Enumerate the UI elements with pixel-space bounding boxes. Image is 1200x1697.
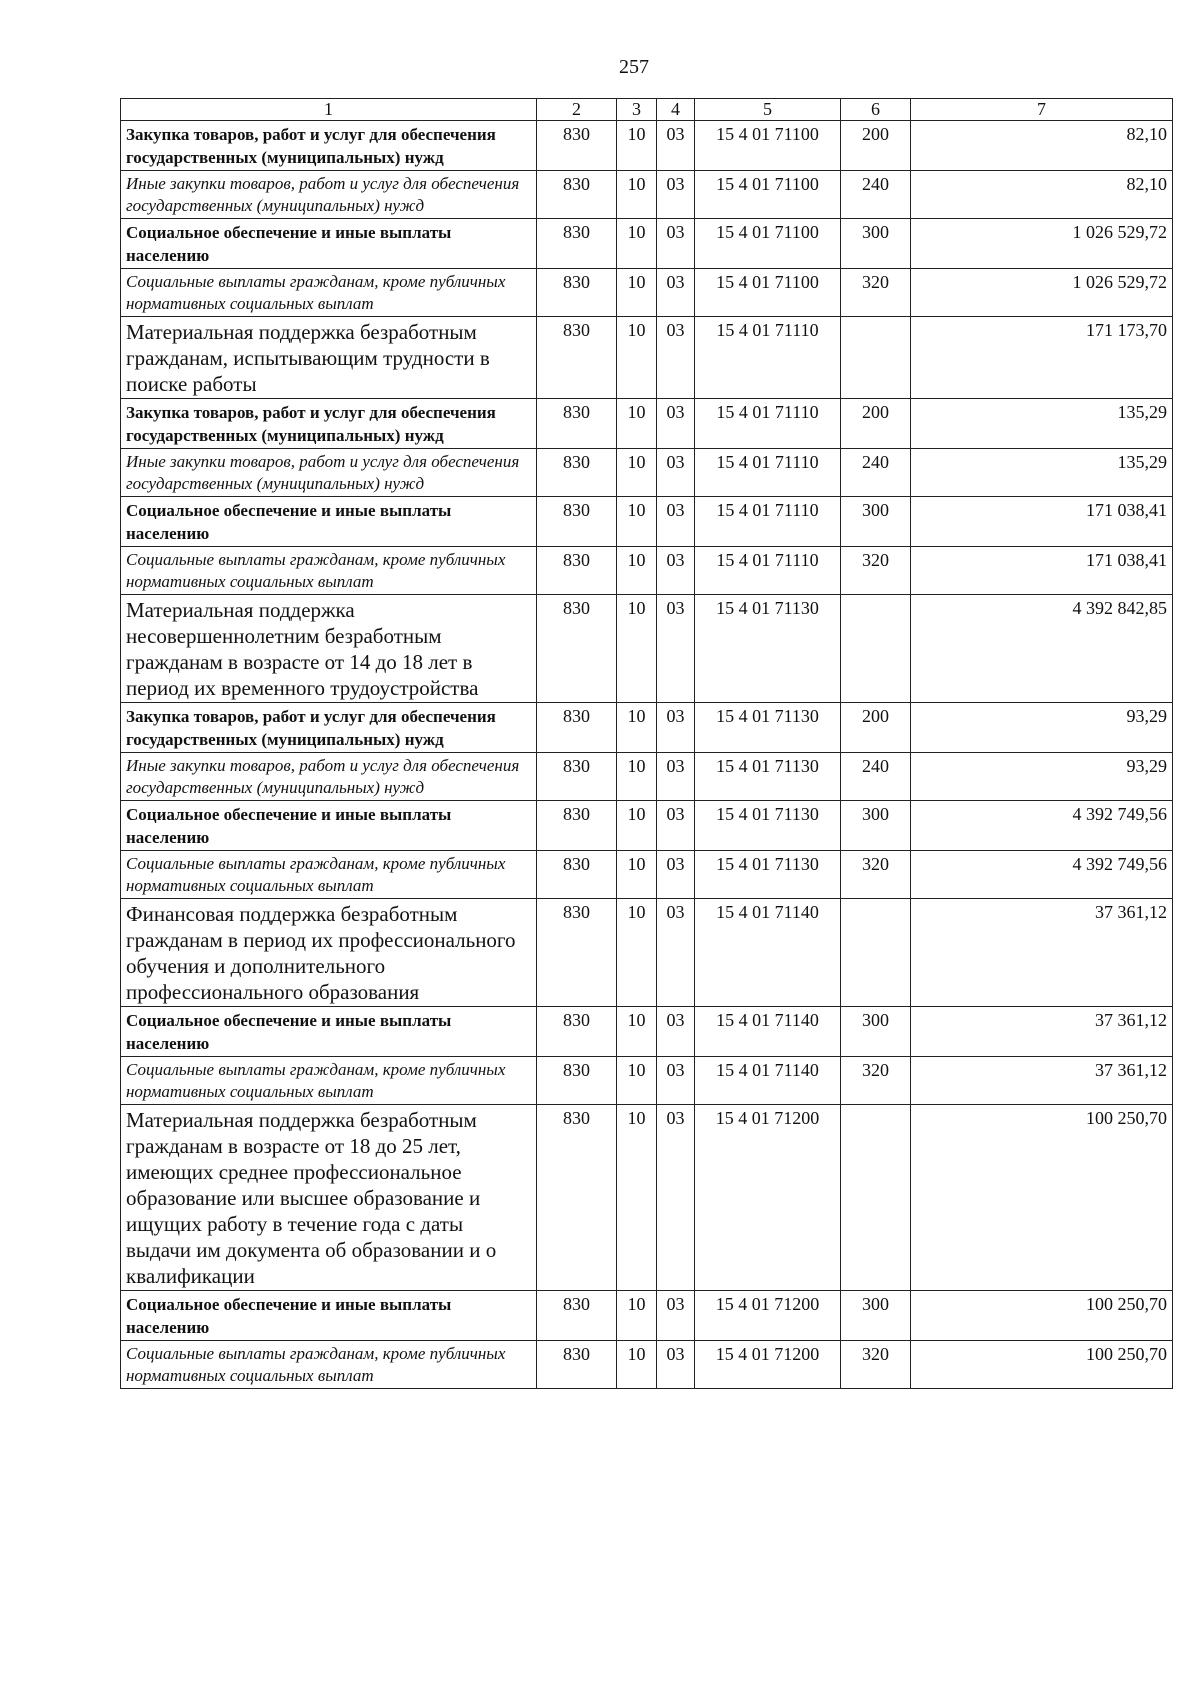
admin-code-cell: 830 <box>537 121 617 171</box>
target-article-cell: 15 4 01 71200 <box>695 1105 841 1291</box>
table-row <box>121 1291 1173 1341</box>
subsection-cell: 03 <box>657 121 695 171</box>
subsection-cell: 03 <box>657 1057 695 1105</box>
table-row <box>121 219 1173 269</box>
amount-cell: 135,29 <box>911 399 1173 449</box>
budget-table <box>120 98 1173 1389</box>
row-name-cell: Закупка товаров, работ и услуг для обеспечения государственных (муниципальных) нужд <box>121 121 537 171</box>
section-cell: 10 <box>617 753 657 801</box>
target-article-cell: 15 4 01 71110 <box>695 399 841 449</box>
row-name-cell: Социальные выплаты гражданам, кроме публичных нормативных социальных выплат <box>121 1341 537 1389</box>
section-cell: 10 <box>617 851 657 899</box>
expense-type-cell: 300 <box>841 801 911 851</box>
admin-code-cell: 830 <box>537 317 617 399</box>
admin-code-cell: 830 <box>537 219 617 269</box>
target-article-cell: 15 4 01 71130 <box>695 595 841 703</box>
amount-cell: 100 250,70 <box>911 1291 1173 1341</box>
row-name-cell: Иные закупки товаров, работ и услуг для обеспечения государственных (муниципальных) нужд <box>121 171 537 219</box>
target-article-cell: 15 4 01 71110 <box>695 317 841 399</box>
target-article-cell: 15 4 01 71100 <box>695 171 841 219</box>
row-name-cell: Иные закупки товаров, работ и услуг для обеспечения государственных (муниципальных) нужд <box>121 753 537 801</box>
section-cell: 10 <box>617 1057 657 1105</box>
expense-type-cell: 320 <box>841 269 911 317</box>
expense-type-cell: 300 <box>841 219 911 269</box>
section-cell: 10 <box>617 1341 657 1389</box>
row-name-cell: Социальное обеспечение и иные выплаты населению <box>121 1291 537 1341</box>
admin-code-cell: 830 <box>537 1105 617 1291</box>
subsection-cell: 03 <box>657 219 695 269</box>
expense-type-cell: 300 <box>841 1007 911 1057</box>
subsection-cell: 03 <box>657 801 695 851</box>
column-header: 6 <box>841 99 911 121</box>
expense-type-cell <box>841 595 911 703</box>
row-name-cell: Социальное обеспечение и иные выплаты населению <box>121 497 537 547</box>
section-cell: 10 <box>617 219 657 269</box>
section-cell: 10 <box>617 269 657 317</box>
column-header: 7 <box>911 99 1173 121</box>
section-cell: 10 <box>617 497 657 547</box>
target-article-cell: 15 4 01 71130 <box>695 801 841 851</box>
amount-cell: 93,29 <box>911 703 1173 753</box>
section-cell: 10 <box>617 171 657 219</box>
target-article-cell: 15 4 01 71200 <box>695 1291 841 1341</box>
subsection-cell: 03 <box>657 753 695 801</box>
target-article-cell: 15 4 01 71130 <box>695 703 841 753</box>
amount-cell: 82,10 <box>911 121 1173 171</box>
expense-type-cell: 320 <box>841 1057 911 1105</box>
section-cell: 10 <box>617 317 657 399</box>
page-number: 257 <box>619 56 649 78</box>
table-row <box>121 171 1173 219</box>
expense-type-cell: 240 <box>841 449 911 497</box>
column-header: 2 <box>537 99 617 121</box>
table-row <box>121 121 1173 171</box>
subsection-cell: 03 <box>657 497 695 547</box>
target-article-cell: 15 4 01 71100 <box>695 219 841 269</box>
admin-code-cell: 830 <box>537 753 617 801</box>
admin-code-cell: 830 <box>537 497 617 547</box>
amount-cell: 171 038,41 <box>911 547 1173 595</box>
expense-type-cell: 320 <box>841 851 911 899</box>
amount-cell: 100 250,70 <box>911 1341 1173 1389</box>
row-name-cell: Материальная поддержка безработным гражданам в возрасте от 18 до 25 лет, имеющих среднее профессиональное образование или высшее образование и ищущих работу в течение года с даты выдачи им документа об образовании и о квалификации <box>121 1105 537 1291</box>
table-row <box>121 703 1173 753</box>
subsection-cell: 03 <box>657 1291 695 1341</box>
column-header: 1 <box>121 99 537 121</box>
expense-type-cell: 200 <box>841 703 911 753</box>
section-cell: 10 <box>617 899 657 1007</box>
expense-type-cell: 300 <box>841 497 911 547</box>
amount-cell: 100 250,70 <box>911 1105 1173 1291</box>
subsection-cell: 03 <box>657 171 695 219</box>
subsection-cell: 03 <box>657 449 695 497</box>
admin-code-cell: 830 <box>537 171 617 219</box>
row-name-cell: Социальное обеспечение и иные выплаты населению <box>121 1007 537 1057</box>
row-name-cell: Иные закупки товаров, работ и услуг для обеспечения государственных (муниципальных) нужд <box>121 449 537 497</box>
table-row <box>121 851 1173 899</box>
expense-type-cell: 240 <box>841 753 911 801</box>
table-row <box>121 1341 1173 1389</box>
amount-cell: 4 392 749,56 <box>911 851 1173 899</box>
admin-code-cell: 830 <box>537 899 617 1007</box>
admin-code-cell: 830 <box>537 595 617 703</box>
expense-type-cell: 300 <box>841 1291 911 1341</box>
target-article-cell: 15 4 01 71140 <box>695 1057 841 1105</box>
admin-code-cell: 830 <box>537 269 617 317</box>
target-article-cell: 15 4 01 71130 <box>695 753 841 801</box>
column-header: 3 <box>617 99 657 121</box>
target-article-cell: 15 4 01 71200 <box>695 1341 841 1389</box>
admin-code-cell: 830 <box>537 1291 617 1341</box>
subsection-cell: 03 <box>657 399 695 449</box>
target-article-cell: 15 4 01 71110 <box>695 497 841 547</box>
amount-cell: 1 026 529,72 <box>911 269 1173 317</box>
amount-cell: 37 361,12 <box>911 1057 1173 1105</box>
admin-code-cell: 830 <box>537 703 617 753</box>
target-article-cell: 15 4 01 71100 <box>695 269 841 317</box>
target-article-cell: 15 4 01 71110 <box>695 449 841 497</box>
row-name-cell: Финансовая поддержка безработным гражданам в период их профессионального обучения и дополнительного профессионального образования <box>121 899 537 1007</box>
table-row <box>121 595 1173 703</box>
row-name-cell: Закупка товаров, работ и услуг для обеспечения государственных (муниципальных) нужд <box>121 703 537 753</box>
expense-type-cell <box>841 317 911 399</box>
expense-type-cell <box>841 899 911 1007</box>
admin-code-cell: 830 <box>537 449 617 497</box>
table-row <box>121 449 1173 497</box>
admin-code-cell: 830 <box>537 1007 617 1057</box>
amount-cell: 93,29 <box>911 753 1173 801</box>
admin-code-cell: 830 <box>537 801 617 851</box>
amount-cell: 4 392 749,56 <box>911 801 1173 851</box>
amount-cell: 171 038,41 <box>911 497 1173 547</box>
target-article-cell: 15 4 01 71140 <box>695 899 841 1007</box>
section-cell: 10 <box>617 703 657 753</box>
table-row <box>121 1105 1173 1291</box>
section-cell: 10 <box>617 399 657 449</box>
table-row <box>121 399 1173 449</box>
row-name-cell: Материальная поддержка несовершеннолетним безработным гражданам в возрасте от 14 до 18 лет в период их временного трудоустройства <box>121 595 537 703</box>
row-name-cell: Социальные выплаты гражданам, кроме публичных нормативных социальных выплат <box>121 1057 537 1105</box>
amount-cell: 37 361,12 <box>911 899 1173 1007</box>
expense-type-cell: 200 <box>841 399 911 449</box>
expense-type-cell: 320 <box>841 1341 911 1389</box>
subsection-cell: 03 <box>657 269 695 317</box>
subsection-cell: 03 <box>657 547 695 595</box>
section-cell: 10 <box>617 595 657 703</box>
table-row <box>121 753 1173 801</box>
row-name-cell: Социальное обеспечение и иные выплаты населению <box>121 219 537 269</box>
subsection-cell: 03 <box>657 595 695 703</box>
target-article-cell: 15 4 01 71100 <box>695 121 841 171</box>
admin-code-cell: 830 <box>537 547 617 595</box>
admin-code-cell: 830 <box>537 851 617 899</box>
table-row <box>121 497 1173 547</box>
table-row <box>121 547 1173 595</box>
admin-code-cell: 830 <box>537 1341 617 1389</box>
subsection-cell: 03 <box>657 1007 695 1057</box>
subsection-cell: 03 <box>657 1341 695 1389</box>
amount-cell: 82,10 <box>911 171 1173 219</box>
section-cell: 10 <box>617 1105 657 1291</box>
table-header-row <box>121 99 1173 121</box>
table-row <box>121 269 1173 317</box>
section-cell: 10 <box>617 1007 657 1057</box>
amount-cell: 135,29 <box>911 449 1173 497</box>
expense-type-cell: 320 <box>841 547 911 595</box>
subsection-cell: 03 <box>657 1105 695 1291</box>
subsection-cell: 03 <box>657 851 695 899</box>
subsection-cell: 03 <box>657 703 695 753</box>
subsection-cell: 03 <box>657 899 695 1007</box>
section-cell: 10 <box>617 449 657 497</box>
section-cell: 10 <box>617 121 657 171</box>
section-cell: 10 <box>617 547 657 595</box>
amount-cell: 171 173,70 <box>911 317 1173 399</box>
row-name-cell: Социальные выплаты гражданам, кроме публичных нормативных социальных выплат <box>121 547 537 595</box>
admin-code-cell: 830 <box>537 1057 617 1105</box>
column-header: 4 <box>657 99 695 121</box>
table-row <box>121 317 1173 399</box>
expense-type-cell: 200 <box>841 121 911 171</box>
row-name-cell: Социальные выплаты гражданам, кроме публичных нормативных социальных выплат <box>121 269 537 317</box>
target-article-cell: 15 4 01 71140 <box>695 1007 841 1057</box>
expense-type-cell: 240 <box>841 171 911 219</box>
table-row <box>121 1057 1173 1105</box>
admin-code-cell: 830 <box>537 399 617 449</box>
target-article-cell: 15 4 01 71110 <box>695 547 841 595</box>
row-name-cell: Материальная поддержка безработным гражданам, испытывающим трудности в поиске работы <box>121 317 537 399</box>
table-row <box>121 801 1173 851</box>
column-header: 5 <box>695 99 841 121</box>
table-row <box>121 1007 1173 1057</box>
amount-cell: 1 026 529,72 <box>911 219 1173 269</box>
table-row <box>121 899 1173 1007</box>
target-article-cell: 15 4 01 71130 <box>695 851 841 899</box>
amount-cell: 4 392 842,85 <box>911 595 1173 703</box>
section-cell: 10 <box>617 1291 657 1341</box>
section-cell: 10 <box>617 801 657 851</box>
row-name-cell: Закупка товаров, работ и услуг для обеспечения государственных (муниципальных) нужд <box>121 399 537 449</box>
expense-type-cell <box>841 1105 911 1291</box>
row-name-cell: Социальное обеспечение и иные выплаты населению <box>121 801 537 851</box>
row-name-cell: Социальные выплаты гражданам, кроме публичных нормативных социальных выплат <box>121 851 537 899</box>
subsection-cell: 03 <box>657 317 695 399</box>
amount-cell: 37 361,12 <box>911 1007 1173 1057</box>
